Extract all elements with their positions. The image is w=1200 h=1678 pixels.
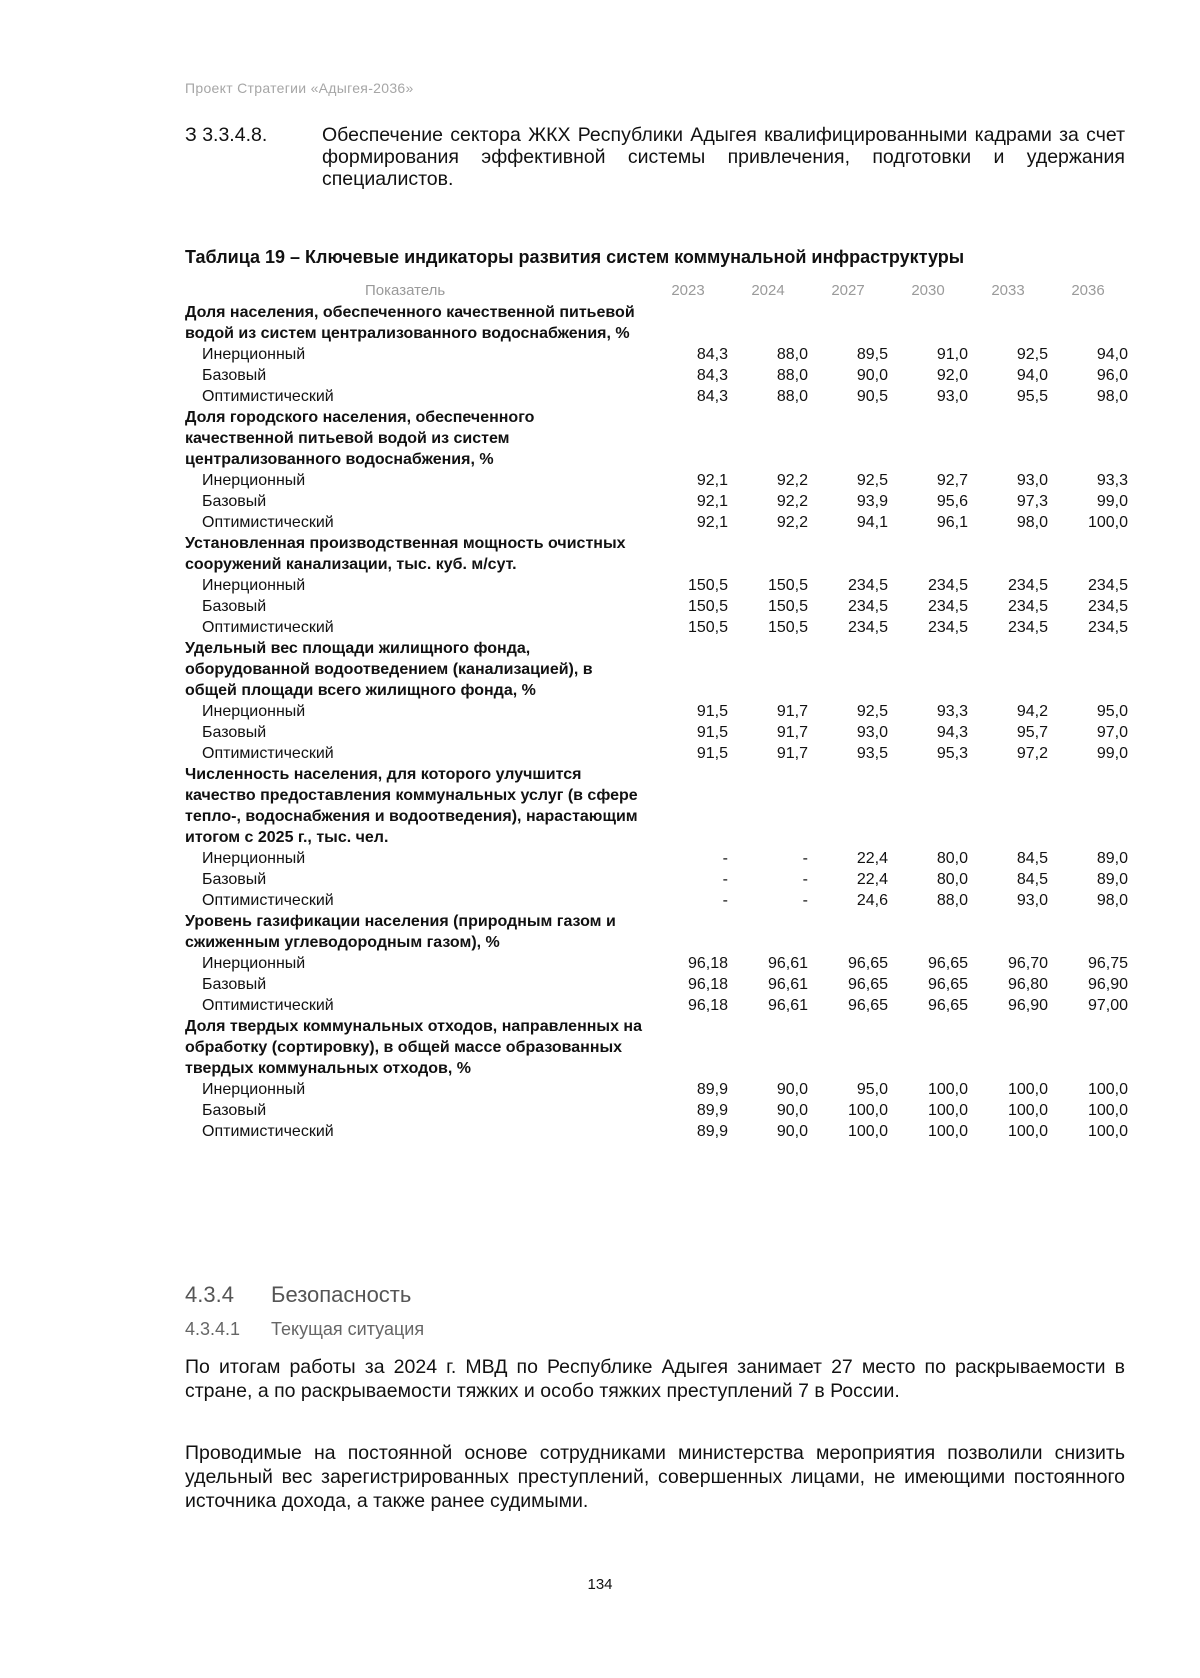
value-cell: 89,0 xyxy=(1096,850,1128,867)
table-row xyxy=(185,344,1128,365)
value-cell: 84,5 xyxy=(1016,850,1048,867)
scenario-label: Базовый xyxy=(202,367,267,384)
paragraph: Проводимые на постоянной основе сотрудниками министерства мероприятия позволили снизить удельный вес зарегистрированных преступлений, совершенных лицами, не имеющими постоянного источника дохода, а также ранее судимыми. xyxy=(185,1442,1125,1512)
value-cell: 80,0 xyxy=(936,850,968,867)
scenario-label: Инерционный xyxy=(202,1081,306,1098)
header-year: 2036 xyxy=(1071,282,1105,299)
value-cell: - xyxy=(802,892,808,909)
value-cell: 91,5 xyxy=(696,703,728,720)
value-cell: 234,5 xyxy=(927,619,968,636)
table-row xyxy=(185,617,1128,638)
value-cell: 91,7 xyxy=(776,724,808,741)
page-number: 134 xyxy=(587,1576,613,1593)
value-cell: - xyxy=(802,850,808,867)
value-cell: 234,5 xyxy=(1087,619,1128,636)
value-cell: 92,2 xyxy=(776,493,808,510)
value-cell: 88,0 xyxy=(776,367,808,384)
value-cell: 84,3 xyxy=(696,388,728,405)
subsection-number: 4.3.4.1 xyxy=(185,1319,241,1339)
subsection-title xyxy=(185,1319,424,1340)
section-number: 4.3.4 xyxy=(185,1282,234,1307)
paragraph: По итогам работы за 2024 г. МВД по Республике Адыгея занимает 27 место по раскрываемости в стране, а по раскрываемости тяжких и особо тяжких преступлений 7 в России. xyxy=(185,1356,1125,1402)
value-cell: 96,65 xyxy=(927,997,968,1014)
value-cell: 96,75 xyxy=(1087,955,1128,972)
table-row xyxy=(185,848,1128,869)
value-cell: 92,5 xyxy=(856,703,888,720)
table-row xyxy=(185,491,1128,512)
table-row xyxy=(185,953,1128,974)
value-cell: 234,5 xyxy=(847,577,888,594)
value-cell: 89,9 xyxy=(696,1102,728,1119)
value-cell: 88,0 xyxy=(936,892,968,909)
table-row xyxy=(185,386,1128,407)
value-cell: 24,6 xyxy=(856,892,888,909)
value-cell: 92,2 xyxy=(776,472,808,489)
value-cell: 90,0 xyxy=(856,367,888,384)
header-year: 2024 xyxy=(751,282,785,299)
header-year: 2033 xyxy=(991,282,1025,299)
value-cell: 99,0 xyxy=(1096,745,1128,762)
value-cell: 96,61 xyxy=(767,976,808,993)
value-cell: 98,0 xyxy=(1096,892,1128,909)
value-cell: 92,0 xyxy=(936,367,968,384)
indicator-title: Уровень газификации населения (природным газом и сжиженным углеводородным газом), % xyxy=(185,913,616,951)
value-cell: 234,5 xyxy=(927,598,968,615)
scenario-label: Базовый xyxy=(202,1102,267,1119)
value-cell: 234,5 xyxy=(1007,577,1048,594)
value-cell: 234,5 xyxy=(847,619,888,636)
value-cell: 22,4 xyxy=(856,850,888,867)
value-cell: 91,0 xyxy=(936,346,968,363)
section-title xyxy=(185,1282,411,1308)
scenario-label: Оптимистический xyxy=(202,619,334,636)
value-cell: 97,0 xyxy=(1096,724,1128,741)
scenario-label: Базовый xyxy=(202,598,267,615)
table-row xyxy=(185,890,1128,911)
indicators-table xyxy=(185,280,1128,1142)
value-cell: 234,5 xyxy=(847,598,888,615)
task-text: Обеспечение сектора ЖКХ Республики Адыгея квалифицированными кадрами за счет формирования эффективной системы привлечения, подготовки и удержания специалистов. xyxy=(322,124,1125,190)
table-row xyxy=(185,1121,1128,1142)
value-cell: 89,5 xyxy=(856,346,888,363)
value-cell: 84,3 xyxy=(696,346,728,363)
value-cell: 94,0 xyxy=(1096,346,1128,363)
indicator-title: Удельный вес площади жилищного фонда, оборудованной водоотведением (канализацией), в общей площади всего жилищного фонда, % xyxy=(185,640,593,699)
value-cell: 95,0 xyxy=(856,1081,888,1098)
task-item xyxy=(185,124,1125,190)
table-row xyxy=(185,365,1128,386)
value-cell: 96,61 xyxy=(767,997,808,1014)
value-cell: 94,2 xyxy=(1016,703,1048,720)
value-cell: 91,5 xyxy=(696,724,728,741)
value-cell: 92,1 xyxy=(696,493,728,510)
value-cell: 22,4 xyxy=(856,871,888,888)
value-cell: 100,0 xyxy=(927,1102,968,1119)
value-cell: 100,0 xyxy=(1087,1102,1128,1119)
scenario-label: Базовый xyxy=(202,724,267,741)
value-cell: 234,5 xyxy=(1007,598,1048,615)
value-cell: 89,9 xyxy=(696,1123,728,1140)
value-cell: 100,0 xyxy=(847,1123,888,1140)
value-cell: 93,3 xyxy=(1096,472,1128,489)
value-cell: 96,65 xyxy=(927,955,968,972)
value-cell: - xyxy=(722,871,728,888)
value-cell: 89,0 xyxy=(1096,871,1128,888)
value-cell: 93,3 xyxy=(936,703,968,720)
value-cell: 90,5 xyxy=(856,388,888,405)
table-row xyxy=(185,575,1128,596)
table-row xyxy=(185,512,1128,533)
value-cell: 88,0 xyxy=(776,388,808,405)
value-cell: 96,18 xyxy=(687,976,728,993)
value-cell: 95,6 xyxy=(936,493,968,510)
value-cell: 96,0 xyxy=(1096,367,1128,384)
value-cell: - xyxy=(802,871,808,888)
table-row xyxy=(185,470,1128,491)
value-cell: 100,0 xyxy=(927,1123,968,1140)
table-header xyxy=(185,280,1125,302)
value-cell: 234,5 xyxy=(1007,619,1048,636)
value-cell: 96,65 xyxy=(847,997,888,1014)
value-cell: 91,5 xyxy=(696,745,728,762)
table-row xyxy=(185,596,1128,617)
value-cell: 96,80 xyxy=(1007,976,1048,993)
subsection-title-text: Текущая ситуация xyxy=(271,1319,425,1339)
scenario-label: Инерционный xyxy=(202,346,306,363)
scenario-label: Оптимистический xyxy=(202,1123,334,1140)
value-cell: 98,0 xyxy=(1096,388,1128,405)
value-cell: 94,0 xyxy=(1016,367,1048,384)
section-title-text: Безопасность xyxy=(271,1282,412,1307)
value-cell: 95,7 xyxy=(1016,724,1048,741)
header-indicator: Показатель xyxy=(365,282,446,299)
value-cell: 92,5 xyxy=(856,472,888,489)
value-cell: 97,2 xyxy=(1016,745,1048,762)
value-cell: 95,5 xyxy=(1016,388,1048,405)
indicator-title: Доля городского населения, обеспеченного качественной питьевой водой из систем централизованного водоснабжения, % xyxy=(185,409,535,468)
value-cell: 234,5 xyxy=(1087,577,1128,594)
value-cell: 100,0 xyxy=(1007,1123,1048,1140)
value-cell: 91,7 xyxy=(776,703,808,720)
value-cell: 96,18 xyxy=(687,955,728,972)
scenario-label: Инерционный xyxy=(202,850,306,867)
value-cell: 100,0 xyxy=(1007,1102,1048,1119)
value-cell: 150,5 xyxy=(767,598,808,615)
value-cell: 150,5 xyxy=(687,598,728,615)
value-cell: 92,2 xyxy=(776,514,808,531)
value-cell: 234,5 xyxy=(1087,598,1128,615)
indicator-title: Доля твердых коммунальных отходов, направленных на обработку (сортировку), в общей массе образованных твердых коммунальных отходов, % xyxy=(185,1018,642,1077)
value-cell: 150,5 xyxy=(687,619,728,636)
value-cell: 80,0 xyxy=(936,871,968,888)
value-cell: 100,0 xyxy=(1087,1123,1128,1140)
scenario-label: Базовый xyxy=(202,871,267,888)
running-header: Проект Стратегии «Адыгея-2036» xyxy=(185,80,414,96)
value-cell: 96,65 xyxy=(847,955,888,972)
value-cell: 100,0 xyxy=(927,1081,968,1098)
value-cell: 150,5 xyxy=(767,619,808,636)
value-cell: 95,0 xyxy=(1096,703,1128,720)
value-cell: 96,18 xyxy=(687,997,728,1014)
value-cell: 96,65 xyxy=(927,976,968,993)
table-row xyxy=(185,1079,1128,1100)
value-cell: 100,0 xyxy=(1087,514,1128,531)
table-caption: Таблица 19 – Ключевые индикаторы развития систем коммунальной инфраструктуры xyxy=(185,247,965,267)
value-cell: 84,3 xyxy=(696,367,728,384)
value-cell: 96,90 xyxy=(1007,997,1048,1014)
value-cell: 97,00 xyxy=(1087,997,1128,1014)
value-cell: 96,61 xyxy=(767,955,808,972)
indicator-title: Численность населения, для которого улучшится качество предоставления коммунальных услуг (в сфере тепло-, водоснабжения и водоотведения), нарастающим итогом с 2025 г., тыс. чел. xyxy=(185,766,638,846)
value-cell: 100,0 xyxy=(1087,1081,1128,1098)
scenario-label: Оптимистический xyxy=(202,892,334,909)
indicator-title: Установленная производственная мощность очистных сооружений канализации, тыс. куб. м/сут. xyxy=(185,535,626,573)
value-cell: 92,7 xyxy=(936,472,968,489)
value-cell: 94,1 xyxy=(856,514,888,531)
scenario-label: Оптимистический xyxy=(202,997,334,1014)
header-year: 2027 xyxy=(831,282,865,299)
value-cell: - xyxy=(722,850,728,867)
value-cell: 89,9 xyxy=(696,1081,728,1098)
value-cell: 94,3 xyxy=(936,724,968,741)
scenario-label: Инерционный xyxy=(202,577,306,594)
value-cell: 96,70 xyxy=(1007,955,1048,972)
value-cell: 97,3 xyxy=(1016,493,1048,510)
table-row xyxy=(185,974,1128,995)
value-cell: 92,5 xyxy=(1016,346,1048,363)
value-cell: 93,0 xyxy=(936,388,968,405)
value-cell: 150,5 xyxy=(767,577,808,594)
table-row xyxy=(185,701,1128,722)
value-cell: 93,0 xyxy=(1016,472,1048,489)
scenario-label: Оптимистический xyxy=(202,514,334,531)
table-body xyxy=(185,302,1128,1142)
value-cell: 99,0 xyxy=(1096,493,1128,510)
value-cell: 96,1 xyxy=(936,514,968,531)
indicator-title: Доля населения, обеспеченного качественной питьевой водой из систем централизованного водоснабжения, % xyxy=(185,304,635,342)
value-cell: 90,0 xyxy=(776,1123,808,1140)
value-cell: 150,5 xyxy=(687,577,728,594)
table-row xyxy=(185,1100,1128,1121)
scenario-label: Инерционный xyxy=(202,955,306,972)
value-cell: 88,0 xyxy=(776,346,808,363)
scenario-label: Инерционный xyxy=(202,472,306,489)
value-cell: 100,0 xyxy=(847,1102,888,1119)
task-number: З 3.3.4.8. xyxy=(185,124,268,146)
value-cell: 92,1 xyxy=(696,472,728,489)
value-cell: 95,3 xyxy=(936,745,968,762)
scenario-label: Оптимистический xyxy=(202,388,334,405)
value-cell: 84,5 xyxy=(1016,871,1048,888)
scenario-label: Инерционный xyxy=(202,703,306,720)
value-cell: 93,0 xyxy=(856,724,888,741)
value-cell: 98,0 xyxy=(1016,514,1048,531)
value-cell: 91,7 xyxy=(776,745,808,762)
header-year: 2023 xyxy=(671,282,705,299)
value-cell: - xyxy=(722,892,728,909)
table-row xyxy=(185,869,1128,890)
value-cell: 96,90 xyxy=(1087,976,1128,993)
value-cell: 93,5 xyxy=(856,745,888,762)
value-cell: 93,0 xyxy=(1016,892,1048,909)
value-cell: 92,1 xyxy=(696,514,728,531)
table-row xyxy=(185,743,1128,764)
table-row xyxy=(185,995,1128,1016)
scenario-label: Базовый xyxy=(202,493,267,510)
value-cell: 234,5 xyxy=(927,577,968,594)
value-cell: 96,65 xyxy=(847,976,888,993)
scenario-label: Оптимистический xyxy=(202,745,334,762)
value-cell: 90,0 xyxy=(776,1081,808,1098)
table-row xyxy=(185,722,1128,743)
value-cell: 90,0 xyxy=(776,1102,808,1119)
value-cell: 93,9 xyxy=(856,493,888,510)
value-cell: 100,0 xyxy=(1007,1081,1048,1098)
header-year: 2030 xyxy=(911,282,945,299)
scenario-label: Базовый xyxy=(202,976,267,993)
